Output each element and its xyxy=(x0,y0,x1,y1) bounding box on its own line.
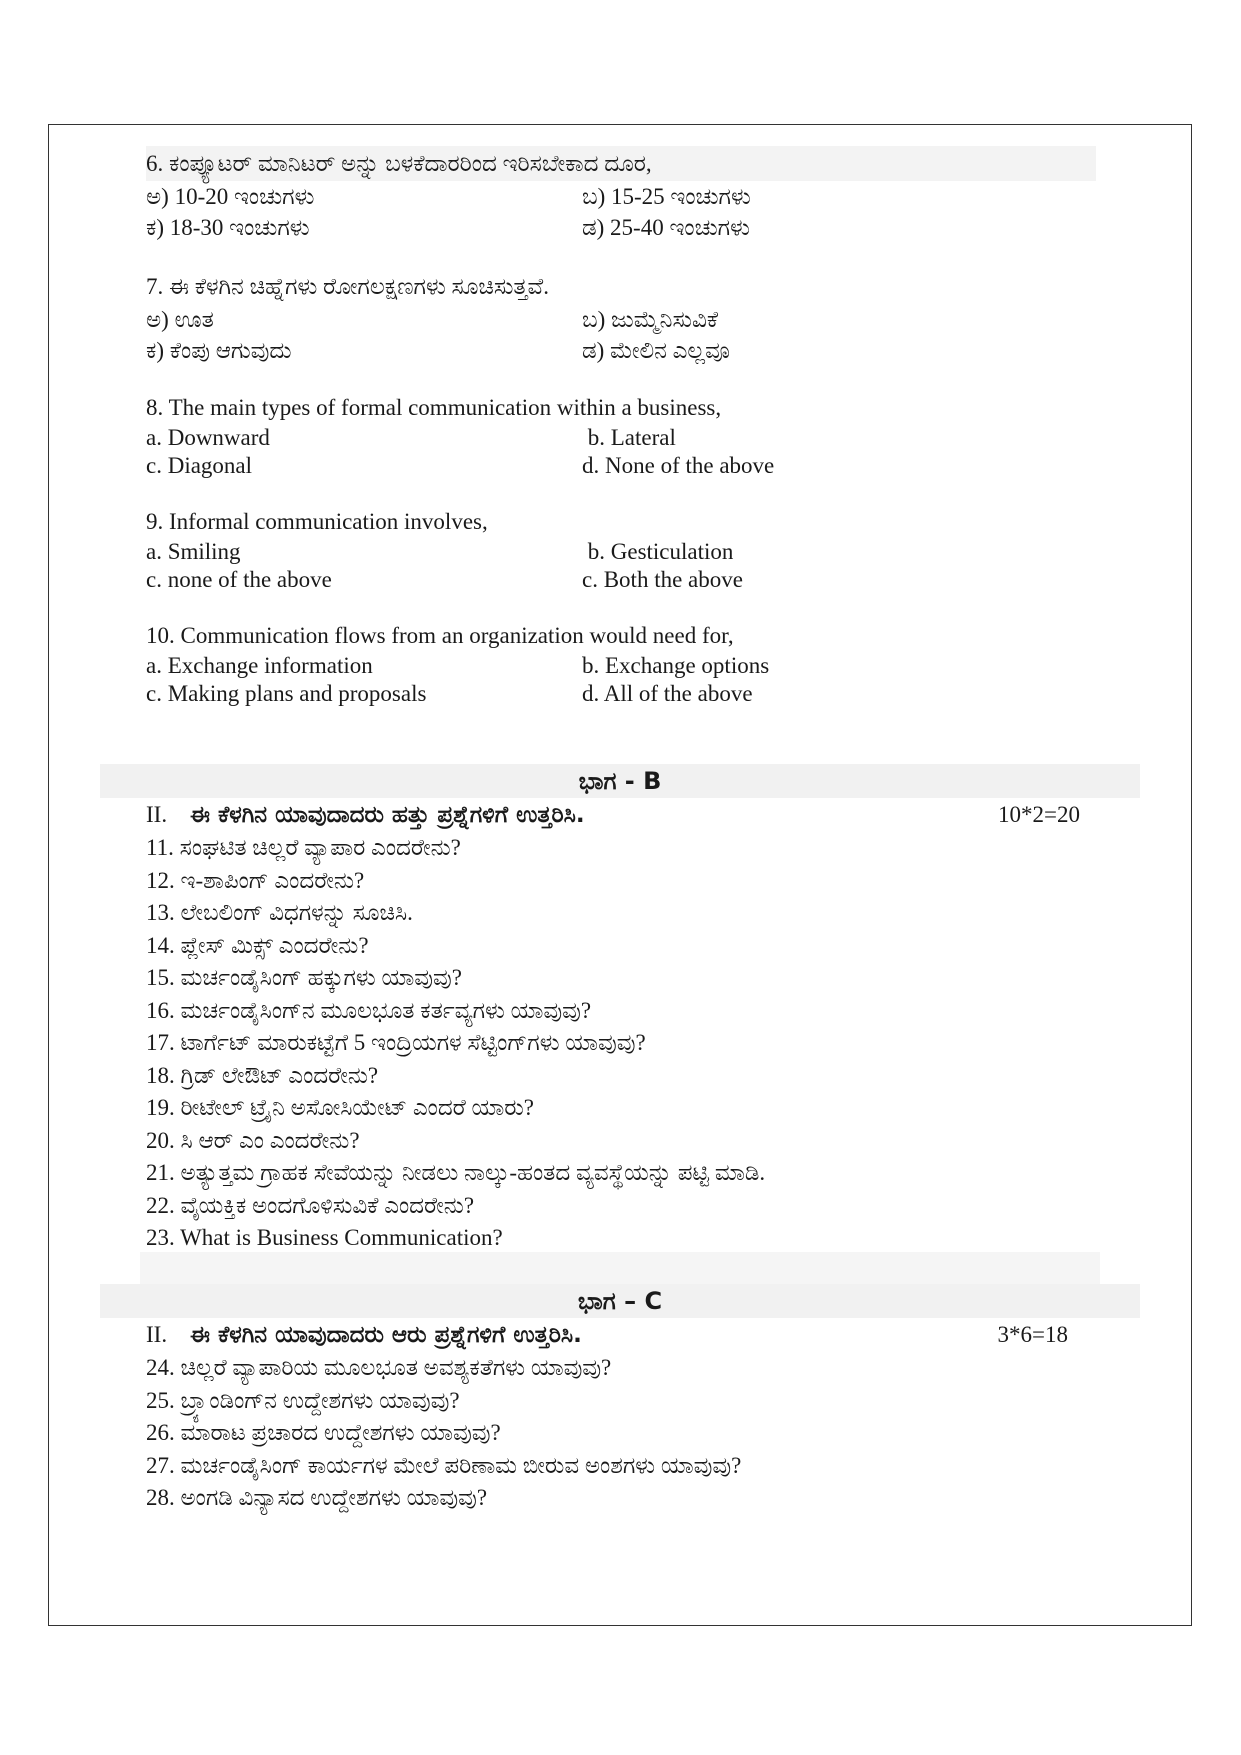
mcq-question-6 xyxy=(146,146,1096,243)
question-23: 23. What is Business Communication? xyxy=(146,1225,503,1250)
section-c-instruction: ಈ ಕೆಳಗಿನ ಯಾವುದಾದರು ಆರು ಪ್ರಶ್ನೆಗಳಿಗೆ ಉತ್ತರಿಸಿ. xyxy=(190,1322,582,1348)
question-19: 19. ರೀಟೇಲ್ ಟ್ರೈನಿ ಅಸೋಸಿಯೇಟ್ ಎಂದರೆ ಯಾರು? xyxy=(146,1095,534,1120)
section-b-question-list xyxy=(146,832,1106,1255)
question-22: 22. ವೈಯಕ್ತಿಕ ಅಂದಗೊಳಿಸುವಿಕೆ ಎಂದರೇನು? xyxy=(146,1192,475,1218)
mcq-question-7 xyxy=(146,269,1096,366)
option-a: a. Smiling xyxy=(146,539,241,564)
option-b: b. Gesticulation xyxy=(582,539,734,564)
question-17: 17. ಟಾರ್ಗೆಟ್ ಮಾರುಕಟ್ಟೆಗೆ 5 ಇಂದ್ರಿಯಗಳ ಸೆಟ್ಟಿಂಗ್‌ಗಳು ಯಾವುವು? xyxy=(146,1030,646,1055)
section-c-marks: 3*6=18 xyxy=(997,1322,1068,1347)
section-b-marks: 10*2=20 xyxy=(998,802,1080,827)
section-c-question-list xyxy=(146,1352,1106,1515)
option-d: c. Both the above xyxy=(582,567,743,592)
question-13: 13. ಲೇಬಲಿಂಗ್ ವಿಧಗಳನ್ನು ಸೂಚಿಸಿ. xyxy=(146,900,413,925)
mcq-question-8 xyxy=(146,392,1096,480)
question-14: 14. ಪ್ಲೇಸ್ ಮಿಕ್ಸ್ ಎಂದರೇನು? xyxy=(146,932,369,958)
option-d: ಡ) ಮೇಲಿನ ಎಲ್ಲವೂ xyxy=(582,338,730,363)
section-c-instruction-row xyxy=(100,1320,1100,1350)
question-20: 20. ಸಿ ಆರ್ ಎಂ ಎಂದರೇನು? xyxy=(146,1127,360,1153)
option-c: ಕ) 18-30 ಇಂಚುಗಳು xyxy=(146,215,310,240)
question-text: 10. Communication flows from an organization would need for, xyxy=(146,623,734,648)
section-b-instruction: ಈ ಕೆಳಗಿನ ಯಾವುದಾದರು ಹತ್ತು ಪ್ರಶ್ನೆಗಳಿಗೆ ಉತ್ತರಿಸಿ. xyxy=(190,802,585,828)
question-text: 8. The main types of formal communication within a business, xyxy=(146,395,722,420)
option-a: ಅ) 10-20 ಇಂಚುಗಳು xyxy=(146,184,315,209)
section-c-heading: ಭಾಗ – C xyxy=(100,1284,1140,1318)
option-b: ಬ) ಜುಮ್ಮೆನಿಸುವಿಕೆ xyxy=(582,307,719,332)
option-c: ಕ) ಕೆಂಪು ಆಗುವುದು xyxy=(146,338,292,363)
option-a: ಅ) ಊತ xyxy=(146,307,214,332)
shaded-band xyxy=(140,1252,1100,1284)
question-28: 28. ಅಂಗಡಿ ವಿನ್ಯಾಸದ ಉದ್ದೇಶಗಳು ಯಾವುವು? xyxy=(146,1485,488,1510)
question-text: 7. ಈ ಕೆಳಗಿನ ಚಿಹ್ನೆಗಳು ರೋಗಲಕ್ಷಣಗಳು ಸೂಚಿಸುತ್ತವೆ. xyxy=(146,274,549,299)
question-15: 15. ಮರ್ಚಂಡೈಸಿಂಗ್ ಹಕ್ಕುಗಳು ಯಾವುವು? xyxy=(146,965,462,990)
mcq-question-9 xyxy=(146,506,1096,594)
option-c: c. none of the above xyxy=(146,567,332,592)
section-c-roman: II. xyxy=(146,1322,168,1347)
mcq-section xyxy=(146,146,1096,734)
option-b: b. Exchange options xyxy=(582,653,770,678)
question-16: 16. ಮರ್ಚಂಡೈಸಿಂಗ್‌ನ ಮೂಲಭೂತ ಕರ್ತವ್ಯಗಳು ಯಾವುವು? xyxy=(146,997,592,1023)
question-11: 11. ಸಂಘಟಿತ ಚಿಲ್ಲರೆ ವ್ಯಾಪಾರ ಎಂದರೇನು? xyxy=(146,835,461,860)
option-a: a. Exchange information xyxy=(146,653,373,678)
question-text: 9. Informal communication involves, xyxy=(146,509,488,534)
question-26: 26. ಮಾರಾಟ ಪ್ರಚಾರದ ಉದ್ದೇಶಗಳು ಯಾವುವು? xyxy=(146,1420,501,1445)
option-a: a. Downward xyxy=(146,425,270,450)
question-21: 21. ಅತ್ಯುತ್ತಮ ಗ್ರಾಹಕ ಸೇವೆಯನ್ನು ನೀಡಲು ನಾಲ್ಕು-ಹಂತದ ವ್ಯವಸ್ಥೆಯನ್ನು ಪಟ್ಟಿ ಮಾಡಿ. xyxy=(146,1160,766,1185)
question-27: 27. ಮರ್ಚಂಡೈಸಿಂಗ್ ಕಾರ್ಯಗಳ ಮೇಲೆ ಪರಿಣಾಮ ಬೀರುವ ಅಂಶಗಳು ಯಾವುವು? xyxy=(146,1452,742,1478)
question-12: 12. ಇ-ಶಾಪಿಂಗ್ ಎಂದರೇನು? xyxy=(146,867,365,893)
option-d: d. All of the above xyxy=(582,681,753,706)
section-b-instruction-row xyxy=(100,800,1100,830)
option-b: b. Lateral xyxy=(582,425,676,450)
section-b-roman: II. xyxy=(146,802,168,827)
option-d: ಡ) 25-40 ಇಂಚುಗಳು xyxy=(582,215,750,240)
option-b: ಬ) 15-25 ಇಂಚುಗಳು xyxy=(582,184,751,209)
question-18: 18. ಗ್ರಿಡ್ ಲೇಔಟ್ ಎಂದರೇನು? xyxy=(146,1062,379,1088)
option-d: d. None of the above xyxy=(582,453,775,478)
question-25: 25. ಬ್ರ್ಯಾಂಡಿಂಗ್‌ನ ಉದ್ದೇಶಗಳು ಯಾವುವು? xyxy=(146,1387,460,1413)
section-b-heading: ಭಾಗ - B xyxy=(100,764,1140,798)
question-24: 24. ಚಿಲ್ಲರೆ ವ್ಯಾಪಾರಿಯ ಮೂಲಭೂತ ಅವಶ್ಯಕತೆಗಳು ಯಾವುವು? xyxy=(146,1355,612,1380)
question-text: 6. ಕಂಪ್ಯೂಟರ್ ಮಾನಿಟರ್ ಅನ್ನು ಬಳಕೆದಾರರಿಂದ ಇರಿಸಬೇಕಾದ ದೂರ, xyxy=(146,146,1096,181)
option-c: c. Making plans and proposals xyxy=(146,681,427,706)
option-c: c. Diagonal xyxy=(146,453,253,478)
mcq-question-10 xyxy=(146,620,1096,708)
